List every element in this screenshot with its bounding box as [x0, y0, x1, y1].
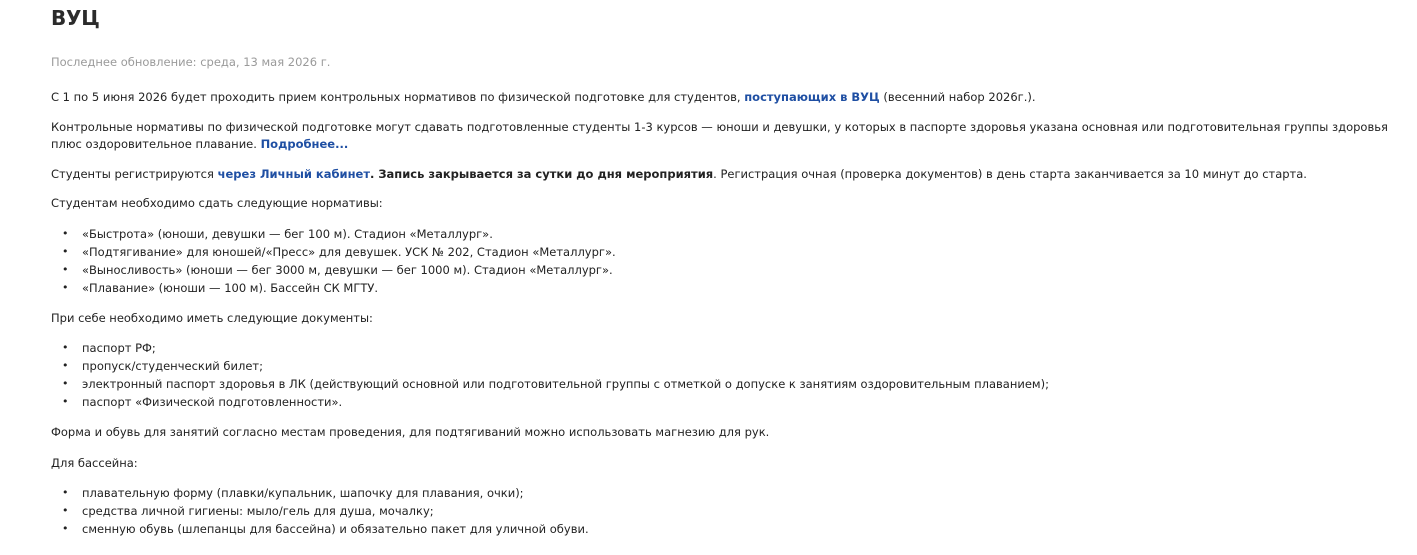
- list-item: • паспорт «Физической подготовленности».: [62, 395, 343, 409]
- documents-heading: При себе необходимо иметь следующие документы:: [51, 310, 373, 325]
- bullet: •: [62, 226, 69, 240]
- norms-heading: Студентам необходимо сдать следующие нормативы:: [51, 196, 383, 210]
- equipment-paragraph: Форма и обувь для занятий согласно местам проведения, для подтягиваний можно использовать магнезию для рук.: [51, 425, 770, 439]
- intro-text-before: С 1 по 5 июня 2026 будет проходить прием контрольных нормативов по физической подготовке для студентов,: [51, 90, 745, 104]
- bullet: •: [62, 359, 69, 372]
- bullet: •: [62, 522, 69, 535]
- registration-text-after: . Регистрация очная (проверка документов) в день старта заканчивается за 10 минут до старта.: [713, 166, 1307, 181]
- list-item: • сменную обувь (шлепанцы для бассейна) и обязательно пакет для уличной обуви.: [62, 522, 589, 536]
- list-item: • «Плавание» (юноши — 100 м). Бассейн СК МГТУ.: [62, 280, 379, 295]
- list-item: • плавательную форму (плавки/купальник, шапочку для плавания, очки);: [62, 486, 524, 500]
- more-link[interactable]: Подробнее...: [260, 137, 349, 151]
- registration-text-before: Студенты регистрируются: [51, 166, 218, 181]
- personal-account-link[interactable]: через Личный кабинет: [217, 166, 370, 181]
- bullet: •: [62, 377, 69, 390]
- list-item: • паспорт РФ;: [62, 341, 156, 355]
- pool-heading: Для бассейна:: [51, 455, 138, 470]
- list-item: • электронный паспорт здоровья в ЛК (действующий основной или подготовительной группы с отметкой о допуске к занятиям оздоровительным плаванием);: [62, 377, 1049, 391]
- registration-paragraph: [51, 166, 1391, 184]
- eligibility-paragraph: [51, 119, 1391, 154]
- last-updated: Последнее обновление: среда, 13 мая 2026 г.: [51, 55, 331, 69]
- bullet: •: [62, 262, 69, 276]
- page-title: ВУЦ: [51, 6, 100, 30]
- bullet: •: [62, 280, 69, 294]
- bullet: •: [62, 244, 69, 258]
- pool-list: [51, 484, 1391, 538]
- list-item: • средства личной гигиены: мыло/гель для душа, мочалку;: [62, 504, 434, 518]
- eligibility-text: Контрольные нормативы по физической подготовке могут сдавать подготовленные студенты 1-3 курсов — юноши и девушки, у которых в паспорте здоровья указана основная или подготовительная группы здоровья плюс оздоровительное плавание.: [51, 119, 1388, 151]
- bullet: •: [62, 504, 69, 517]
- documents-list: [51, 339, 1391, 411]
- norms-list: [51, 225, 1391, 297]
- bullet: •: [62, 341, 69, 354]
- list-item: • «Быстрота» (юноши, девушки — бег 100 м). Стадион «Металлург».: [62, 226, 493, 241]
- registration-deadline: . Запись закрывается за сутки до дня мероприятия: [369, 166, 714, 181]
- intro-paragraph: [51, 89, 1391, 107]
- bullet: •: [62, 486, 69, 499]
- list-item: • «Подтягивание» для юношей/«Пресс» для девушек. УСК № 202, Стадион «Металлург».: [62, 244, 616, 259]
- list-item: • «Выносливость» (юноши — бег 3000 м, девушки — бег 1000 м). Стадион «Металлург».: [62, 262, 613, 277]
- article: [51, 0, 1391, 538]
- vuc-link[interactable]: поступающих в ВУЦ: [744, 90, 880, 104]
- intro-text-after: (весенний набор 2026г.).: [879, 90, 1036, 104]
- bullet: •: [62, 395, 69, 408]
- list-item: • пропуск/студенческий билет;: [62, 359, 264, 373]
